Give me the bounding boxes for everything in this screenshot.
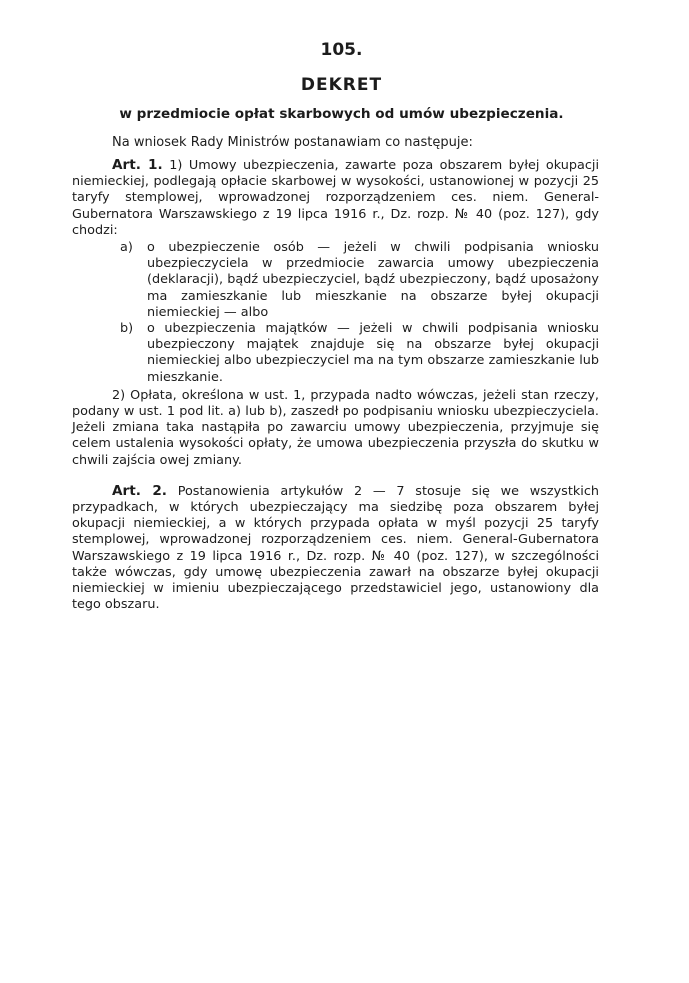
article-2-label: Art. 2. [112, 482, 167, 499]
article-1-list [72, 240, 599, 386]
article-1 [72, 157, 599, 469]
article-1-label: Art. 1. [112, 157, 163, 173]
document-type-heading: DEKRET [300, 75, 383, 95]
article-1-point-2: 2) Opłata, określona w ust. 1, przypada nadto wówczas, jeżeli stan rzeczy, podany w ust. 1 pod lit. a) lub b), zaszedł po podpisaniu wniosku ubezpieczyciela. Jeżeli zmiana taka nastąpiła po zawarciu umowy ubezpieczenia, przyjmuje się celem ustalenia wysokości opłaty, że umowa ubezpieczenia przyszła do skutku w chwili zajścia owej zmiany. [72, 387, 599, 468]
list-item-a [72, 240, 599, 321]
article-1-intro-paragraph [72, 157, 599, 239]
document-number: 105. [320, 40, 363, 60]
article-2-text: Postanowienia artykułów 2 — 7 stosuje się we wszystkich przypadkach, w których ubezpieczający ma siedzibę poza obszarem byłej okupacji niemieckiej, a w których przypada opłata w myśl pozycji 25 taryfy stemplowej, wprowadzonej rozporządzeniem ces. niem. General-Gubernatora Warszawskiego z 19 lipca 1916 r., Dz. rozp. № 40 (poz. 127), w szczególności także wówczas, gdy umowę ubezpieczenia zawarł na obszarze byłej okupacji niemieckiej w imieniu ubezpieczającego przedstawiciel jego, ustanowiony dla tego obszaru. [72, 483, 599, 613]
preamble: Na wniosek Rady Ministrów postanawiam co następuje: [112, 135, 473, 150]
article-2 [72, 483, 599, 614]
list-item-text: o ubezpieczenia majątków — jeżeli w chwili podpisania wniosku ubezpieczony majątek znajduje się na obszarze byłej okupacji niemieckiej albo ubezpieczyciel ma na tym obszarze zamieszkanie lub mieszkanie. [147, 321, 599, 385]
list-marker: b) [120, 321, 134, 337]
article-1-intro-text: 1) Umowy ubezpieczenia, zawarte poza obszarem byłej okupacji niemieckiej, podlegają opłacie skarbowej w wysokości, ustanowionej w pozycji 25 taryfy stemplowej, wprowadzonej rozporządzeniem ces. niem. General-Gubernatora Warszawskiego z 19 lipca 1916 r., Dz. rozp. № 40 (poz. 127), gdy chodzi: [72, 158, 599, 238]
list-item-text: o ubezpieczenie osób — jeżeli w chwili podpisania wniosku ubezpieczyciela w przedmiocie zawarcia umowy ubezpieczenia (deklaracji), bądź ubezpieczyciel, bądź ubezpieczony, bądź uposażony ma zamieszkanie lub mieszkanie na obszarze byłej okupacji niemieckiej — albo [147, 240, 599, 320]
document-title: w przedmiocie opłat skarbowych od umów ubezpieczenia. [119, 106, 564, 122]
list-item-b [72, 321, 599, 386]
list-marker: a) [120, 240, 133, 256]
article-2-paragraph [72, 483, 599, 614]
document-page [72, 40, 599, 613]
